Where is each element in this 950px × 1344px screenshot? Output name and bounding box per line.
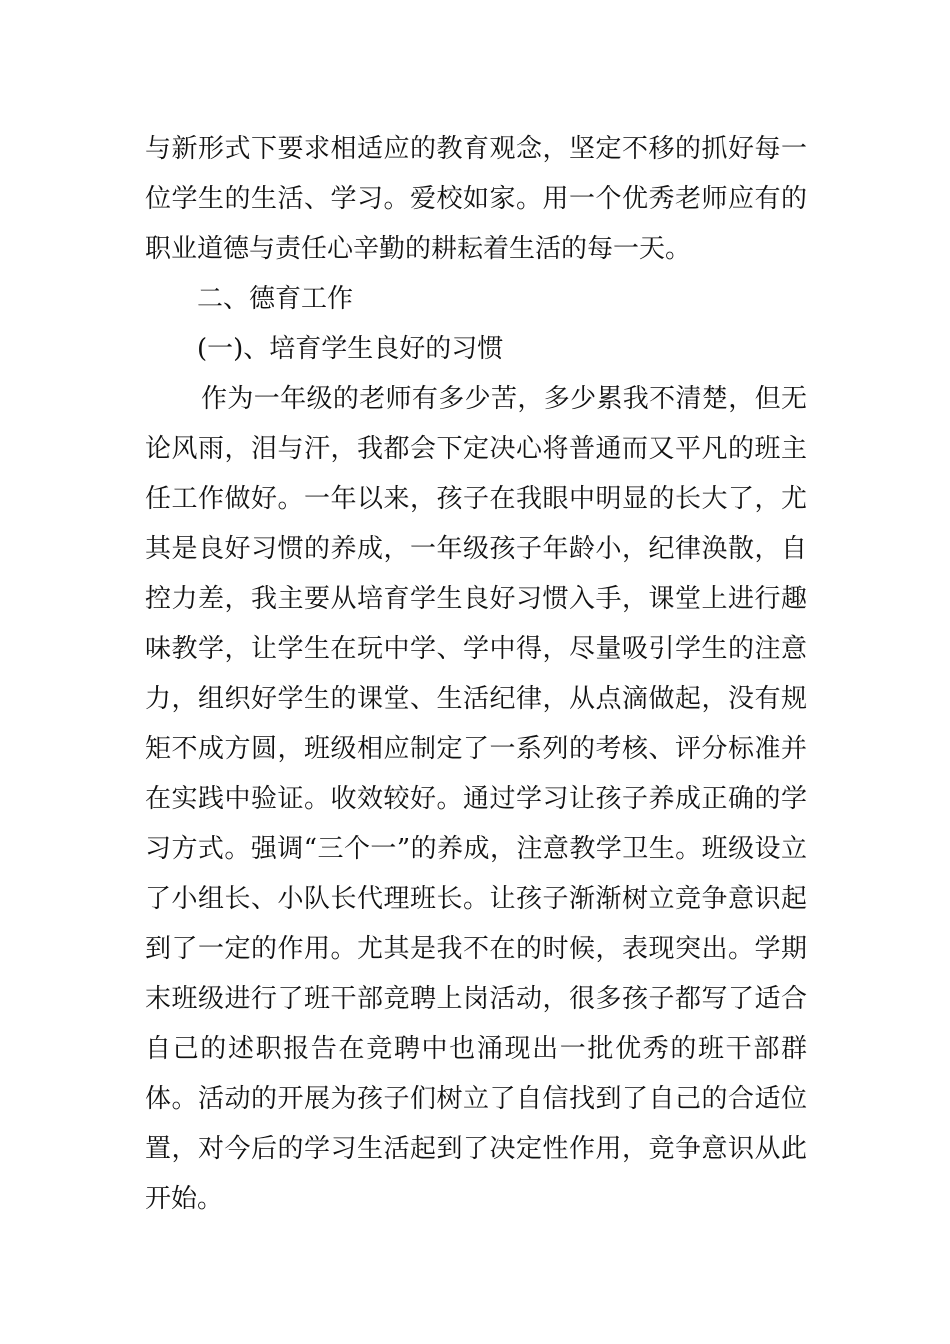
document-body — [145, 124, 807, 1224]
section-heading: 二、德育工作 — [197, 284, 354, 314]
continued-paragraph: 与新形式下要求相适应的教育观念，坚定不移的抓好每一位学生的生活、学习。爱校如家。用一个优秀老师应有的职业道德与责任心辛勤的耕耘着生活的每一天。 — [145, 134, 807, 264]
body-paragraph: 作为一年级的老师有多少苦，多少累我不清楚，但无论风雨，泪与汗，我都会下定决心将普通而又平凡的班主任工作做好。一年以来，孩子在我眼中明显的长大了，尤其是良好习惯的养成，一年级孩子年龄小，纪律涣散，自控力差，我主要从培育学生良好习惯入手，课堂上进行趣味教学，让学生在玩中学、学中得，尽量吸引学生的注意力，组织好学生的课堂、生活纪律，从点滴做起，没有规矩不成方圆，班级相应制定了一系列的考核、评分标准并在实践中验证。收效较好。通过学习让孩子养成正确的学习方式。强调“三个一”的养成，注意教学卫生。班级设立了小组长、小队长代理班长。让孩子渐渐树立竞争意识起到了一定的作用。尤其是我不在的时候，表现突出。学期末班级进行了班干部竞聘上岗活动，很多孩子都写了适合自己的述职报告在竞聘中也涌现出一批优秀的班干部群体。活动的开展为孩子们树立了自信找到了自己的合适位置，对今后的学习生活起到了决定性作用，竞争意识从此开始。 — [145, 384, 807, 1214]
subsection-heading: (一)、培育学生良好的习惯 — [197, 334, 504, 364]
